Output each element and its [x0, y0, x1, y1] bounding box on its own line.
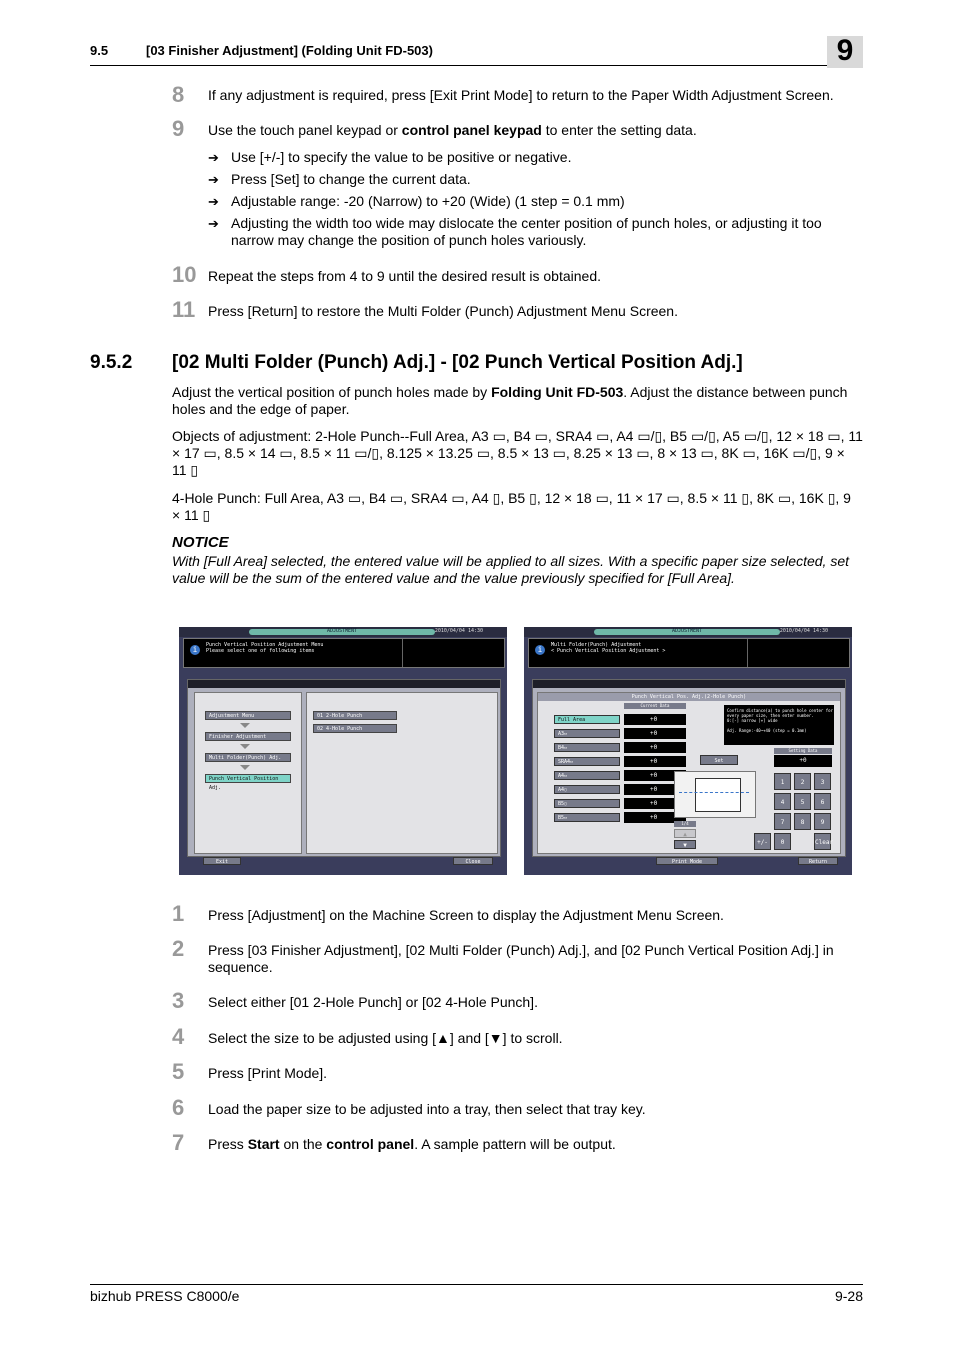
key-clear[interactable]: Clear: [814, 833, 831, 850]
step-number: 8: [172, 82, 185, 107]
value-row: +0: [624, 742, 686, 753]
print-mode-button[interactable]: Print Mode: [656, 857, 718, 865]
subsection-title: [02 Multi Folder (Punch) Adj.] - [02 Punch Vertical Position Adj.]: [172, 352, 743, 373]
step-number: 10: [172, 262, 197, 287]
notice-text: With [Full Area] selected, the entered value will be applied to all sizes. With a specific paper size selected, set value will be the sum of the entered value and the value previously specified for [Full Area].: [172, 553, 850, 586]
set-button[interactable]: Set: [700, 755, 738, 765]
step-text: If any adjustment is required, press [Exit Print Mode] to return to the Paper Width Adjustment Screen.: [208, 87, 834, 103]
size-full-area[interactable]: Full Area: [554, 715, 620, 724]
size-row[interactable]: B4▭: [554, 743, 620, 752]
step-number: 1: [172, 901, 185, 926]
section-number: 9.5: [90, 43, 109, 58]
step-text: Repeat the steps from 4 to 9 until the desired result is obtained.: [208, 268, 602, 284]
step-text: Load the paper size to be adjusted into a tray, then select that tray key.: [208, 1101, 646, 1117]
bullet-text: Use [+/-] to specify the value to be positive or negative.: [231, 149, 572, 165]
exit-button[interactable]: Exit: [203, 857, 241, 865]
option-2-hole[interactable]: 01 2-Hole Punch: [313, 711, 397, 720]
return-button[interactable]: Return: [798, 857, 838, 865]
size-row[interactable]: B5▯: [554, 799, 620, 808]
down-arrow-icon: [240, 744, 250, 749]
adjustment-menu-screenshot: [179, 627, 507, 875]
down-arrow-icon: [240, 723, 250, 728]
screen-message: Multi Folder(Punch) Adjustment < Punch Vertical Position Adjustment >: [551, 642, 666, 654]
intro-paragraph: Adjust the vertical position of punch holes made by Folding Unit FD-503. Adjust the distance between punch holes and the edge of paper.: [172, 384, 848, 417]
footer-rule: [90, 1284, 863, 1285]
frame-header: [188, 680, 500, 688]
down-arrow-icon: [240, 765, 250, 770]
key-7[interactable]: 7: [774, 813, 791, 830]
key-2[interactable]: 2: [794, 773, 811, 790]
screen-title: ADJUSTMENT: [326, 628, 358, 634]
value-full-area: +0: [624, 714, 686, 725]
instructions-box: Confirm distance(a) to punch hole center for every paper size, then enter number. 0:[-] narrow [+] wide Adj. Range:-40~+40 (step = 0.1mm): [724, 705, 834, 745]
key-6[interactable]: 6: [814, 793, 831, 810]
screen-message: Punch Vertical Position Adjustment Menu Please select one of following items: [206, 642, 324, 654]
step-number: 7: [172, 1130, 185, 1155]
size-row[interactable]: A3▭: [554, 729, 620, 738]
option-4-hole[interactable]: 02 4-Hole Punch: [313, 724, 397, 733]
bullet-text: Press [Set] to change the current data.: [231, 171, 471, 187]
step-text: Select either [01 2-Hole Punch] or [02 4-Hole Punch].: [208, 994, 538, 1010]
step-number: 2: [172, 936, 185, 961]
screen-frame: [532, 679, 846, 857]
step-number: 11: [172, 297, 196, 322]
step-text: Use the touch panel keypad or control panel keypad to enter the setting data.: [208, 122, 697, 138]
key-plus-minus[interactable]: +/-: [754, 833, 771, 850]
menu-punch-vertical[interactable]: Punch Vertical Position Adj.: [205, 774, 291, 783]
notice-title: NOTICE: [172, 534, 229, 551]
key-9[interactable]: 9: [814, 813, 831, 830]
close-button[interactable]: Close: [453, 857, 493, 865]
size-row[interactable]: A4▯: [554, 785, 620, 794]
step-number: 3: [172, 988, 185, 1013]
menu-panel: [194, 692, 302, 854]
objects-2hole: Objects of adjustment: 2-Hole Punch--Full Area, A3 ▭, B4 ▭, SRA4 ▭, A4 ▭/▯, B5 ▭/▯, A5 ▭/▯, 12 × 18 ▭, 11 × 17 ▭, 8.5 × 14 ▭, 8.5 × 11 ▭/▯, 8.125 × 13.25 ▭, 8.5 × 13 ▭, 8.25 × 13 ▭, 8 × 13 ▭, 8K ▭, 16K ▭/▯, 9 × 11 ▯: [172, 428, 863, 478]
arrow-icon: ➔: [208, 172, 219, 187]
arrow-icon: ➔: [208, 194, 219, 209]
size-row[interactable]: A4▭: [554, 771, 620, 780]
value-row: +0: [624, 770, 686, 781]
value-row: +0: [624, 812, 686, 823]
key-5[interactable]: 5: [794, 793, 811, 810]
header-rule: [90, 65, 863, 66]
arrow-icon: ➔: [208, 150, 219, 165]
screen-datetime: 2010/04/04 14:30: [434, 628, 483, 634]
size-row[interactable]: SRA4▭: [554, 757, 620, 766]
value-row: +0: [624, 728, 686, 739]
key-3[interactable]: 3: [814, 773, 831, 790]
scroll-up-button[interactable]: ▲: [674, 829, 696, 838]
key-4[interactable]: 4: [774, 793, 791, 810]
step-text: Select the size to be adjusted using [▲] and [▼] to scroll.: [208, 1030, 563, 1046]
chapter-number: 9: [836, 34, 854, 67]
message-bar: [528, 638, 850, 668]
screen-datetime: 2010/04/04 14:30: [779, 628, 828, 634]
info-icon: i: [535, 645, 545, 655]
adjust-panel: [537, 692, 841, 854]
paper-icon: [695, 778, 741, 812]
message-divider: [402, 639, 403, 667]
arrow-icon: ➔: [208, 216, 219, 231]
message-divider: [747, 639, 748, 667]
menu-adjustment[interactable]: Adjustment Menu: [205, 711, 291, 720]
menu-multi-folder[interactable]: Multi Folder(Punch) Adj.: [205, 753, 291, 762]
subsection-number: 9.5.2: [90, 352, 133, 373]
panel-title: Punch Vertical Pos. Adj.(2-Hole Punch): [538, 693, 840, 701]
scroll-down-button[interactable]: ▼: [674, 840, 696, 849]
setting-data-value: +0: [774, 755, 832, 767]
measure-line-icon: [679, 792, 749, 794]
bullet-text: Adjusting the width too wide may dislocate the center position of punch holes, or adjusting it too narrow may change the position of punch holes variously.: [231, 215, 822, 248]
key-8[interactable]: 8: [794, 813, 811, 830]
step-text: Press [Print Mode].: [208, 1065, 328, 1081]
info-icon: i: [190, 645, 200, 655]
step-number: 6: [172, 1095, 185, 1120]
key-0[interactable]: 0: [774, 833, 791, 850]
frame-header: [533, 680, 845, 688]
bullet-text: Adjustable range: -20 (Narrow) to +20 (Wide) (1 step = 0.1 mm): [231, 193, 625, 209]
menu-finisher[interactable]: Finisher Adjustment: [205, 732, 291, 741]
message-bar: [183, 638, 505, 668]
footer-product: bizhub PRESS C8000/e: [90, 1288, 240, 1304]
current-data-label: Current Data: [624, 703, 686, 709]
value-row: +0: [624, 784, 686, 795]
step-text: Press [Adjustment] on the Machine Screen to display the Adjustment Menu Screen.: [208, 907, 724, 923]
page-number: 9-28: [834, 1288, 863, 1304]
screen-title: ADJUSTMENT: [671, 628, 703, 634]
key-1[interactable]: 1: [774, 773, 791, 790]
punch-vertical-screenshot: [524, 627, 852, 875]
header-title: [03 Finisher Adjustment] (Folding Unit FD-503): [146, 43, 433, 58]
step-number: 9: [172, 116, 185, 141]
step-number: 5: [172, 1059, 185, 1084]
step-text: Press [03 Finisher Adjustment], [02 Multi Folder (Punch) Adj.], and [02 Punch Vertical Position Adj.] in sequence.: [208, 942, 834, 975]
value-row: +0: [624, 756, 686, 767]
value-row: +0: [624, 798, 686, 809]
objects-4hole: 4-Hole Punch: Full Area, A3 ▭, B4 ▭, SRA4 ▭, A4 ▯, B5 ▯, 12 × 18 ▭, 11 × 17 ▭, 8.5 × 11 ▯, 8K ▭, 16K ▯, 9 × 11 ▯: [172, 490, 851, 523]
paper-diagram: [674, 771, 756, 818]
page-indicator: 1/4: [674, 821, 696, 827]
step-number: 4: [172, 1024, 185, 1049]
size-row[interactable]: B5▭: [554, 813, 620, 822]
options-panel: [306, 692, 498, 854]
step-text: Press Start on the control panel. A sample pattern will be output.: [208, 1136, 616, 1152]
setting-data-label: Setting Data: [774, 748, 832, 754]
screen-frame: [187, 679, 501, 857]
step-text: Press [Return] to restore the Multi Folder (Punch) Adjustment Menu Screen.: [208, 303, 678, 319]
